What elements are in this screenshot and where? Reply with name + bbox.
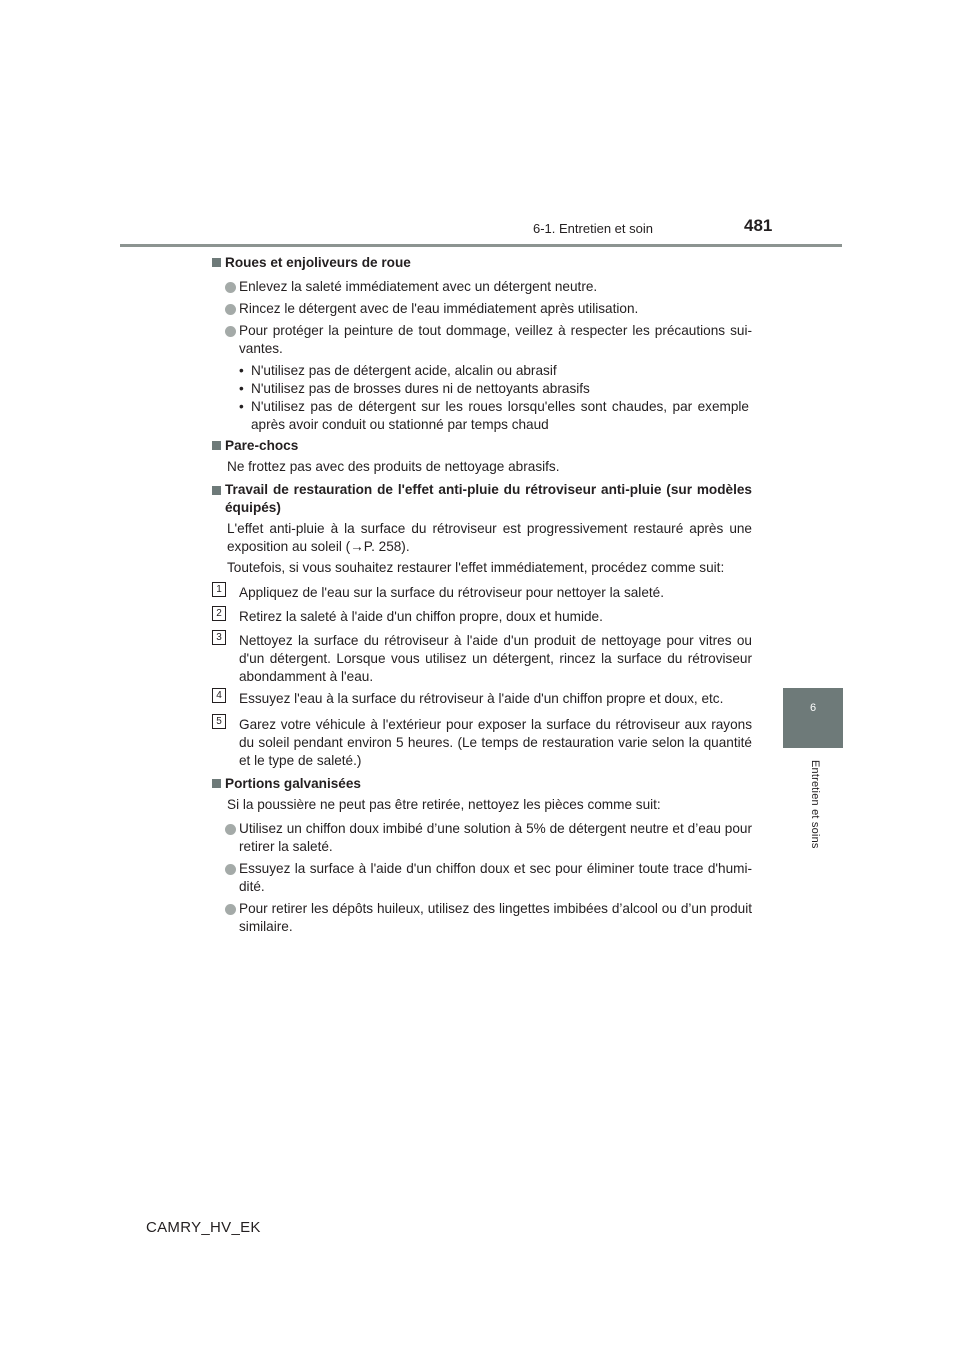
list-item: Enlevez la saleté immédiatement avec un détergent neutre. [239,279,598,294]
paragraph: Toutefois, si vous souhaitez restaurer l'effet immédiatement, procédez comme suit: [227,560,725,575]
square-bullet-icon [212,486,221,495]
section-heading-bumpers: Pare-chocs [212,437,752,455]
step-text: Garez votre véhicule à l'extérieur pour exposer la surface du rétroviseur aux rayons du soleil pendant environ 5 heures. (Le temps de restauration varie selon la quantité et le type de saleté.) [239,717,752,768]
step-number-1: 1 [212,582,226,597]
step-text: Retirez la saleté à l'aide d'un chiffon propre, doux et humide. [239,609,603,624]
header-rule [120,244,842,247]
list-item: Essuyez la surface à l'aide d'un chiffon doux et sec pour éliminer toute trace d'humi-dité. [239,861,752,894]
list-item: Rincez le détergent avec de l'eau immédiatement après utilisation. [239,301,639,316]
square-bullet-icon [212,779,221,788]
step-text: Essuyez l'eau à la surface du rétroviseur à l'aide d'un chiffon propre et doux, etc. [239,691,724,706]
step-number-5: 5 [212,714,226,729]
list-item: Pour protéger la peinture de tout dommage, veillez à respecter les précautions sui-vantes. [239,323,752,356]
section-heading-wheels: Roues et enjoliveurs de roue [212,254,752,272]
list-item: Utilisez un chiffon doux imbibé d’une solution à 5% de détergent neutre et d’eau pour retirer la saleté. [239,821,752,854]
square-bullet-icon [212,441,221,450]
page-number: 481 [744,216,773,235]
sub-list-item: • N'utilisez pas de détergent sur les roues lorsqu'elles sont chaudes, par exemple après avoir conduit ou stationné par temps chaud [239,399,749,432]
section-heading-galvanized: Portions galvanisées [212,775,752,793]
header-section-title: 6-1. Entretien et soin [533,221,653,236]
chapter-tab-title: Entretien et soins [809,760,821,849]
step-text: Appliquez de l'eau sur la surface du rétroviseur pour nettoyer la saleté. [239,585,664,600]
chapter-tab[interactable] [783,688,843,748]
step-number-3: 3 [212,630,226,645]
square-bullet-icon [212,258,221,267]
step-text: Nettoyez la surface du rétroviseur à l'aide d'un produit de nettoyage pour vitres ou d'un détergent. Lorsque vous utilisez un détergent, rincez la surface du rétroviseur abondamment à l'eau. [239,633,752,684]
paragraph: Ne frottez pas avec des produits de nettoyage abrasifs. [227,459,560,474]
list-item: Pour retirer les dépôts huileux, utilisez des lingettes imbibées d’alcool ou d’un produit similaire. [239,901,752,934]
section-heading-mirror: Travail de restauration de l'effet anti-pluie du rétroviseur anti-pluie (sur modèles équipés) [212,481,752,517]
paragraph: Si la poussière ne peut pas être retirée, nettoyez les pièces comme suit: [227,797,661,812]
step-number-2: 2 [212,606,226,621]
step-number-4: 4 [212,688,226,703]
paragraph: L'effet anti-pluie à la surface du rétroviseur est progressivement restauré après une exposition au soleil (→P. 258). [227,521,752,554]
footer-model-code: CAMRY_HV_EK [146,1219,261,1236]
chapter-tab-number: 6 [809,702,817,714]
sub-list-item: • N'utilisez pas de détergent acide, alcalin ou abrasif [239,363,557,378]
sub-list-item: • N'utilisez pas de brosses dures ni de nettoyants abrasifs [239,381,590,396]
